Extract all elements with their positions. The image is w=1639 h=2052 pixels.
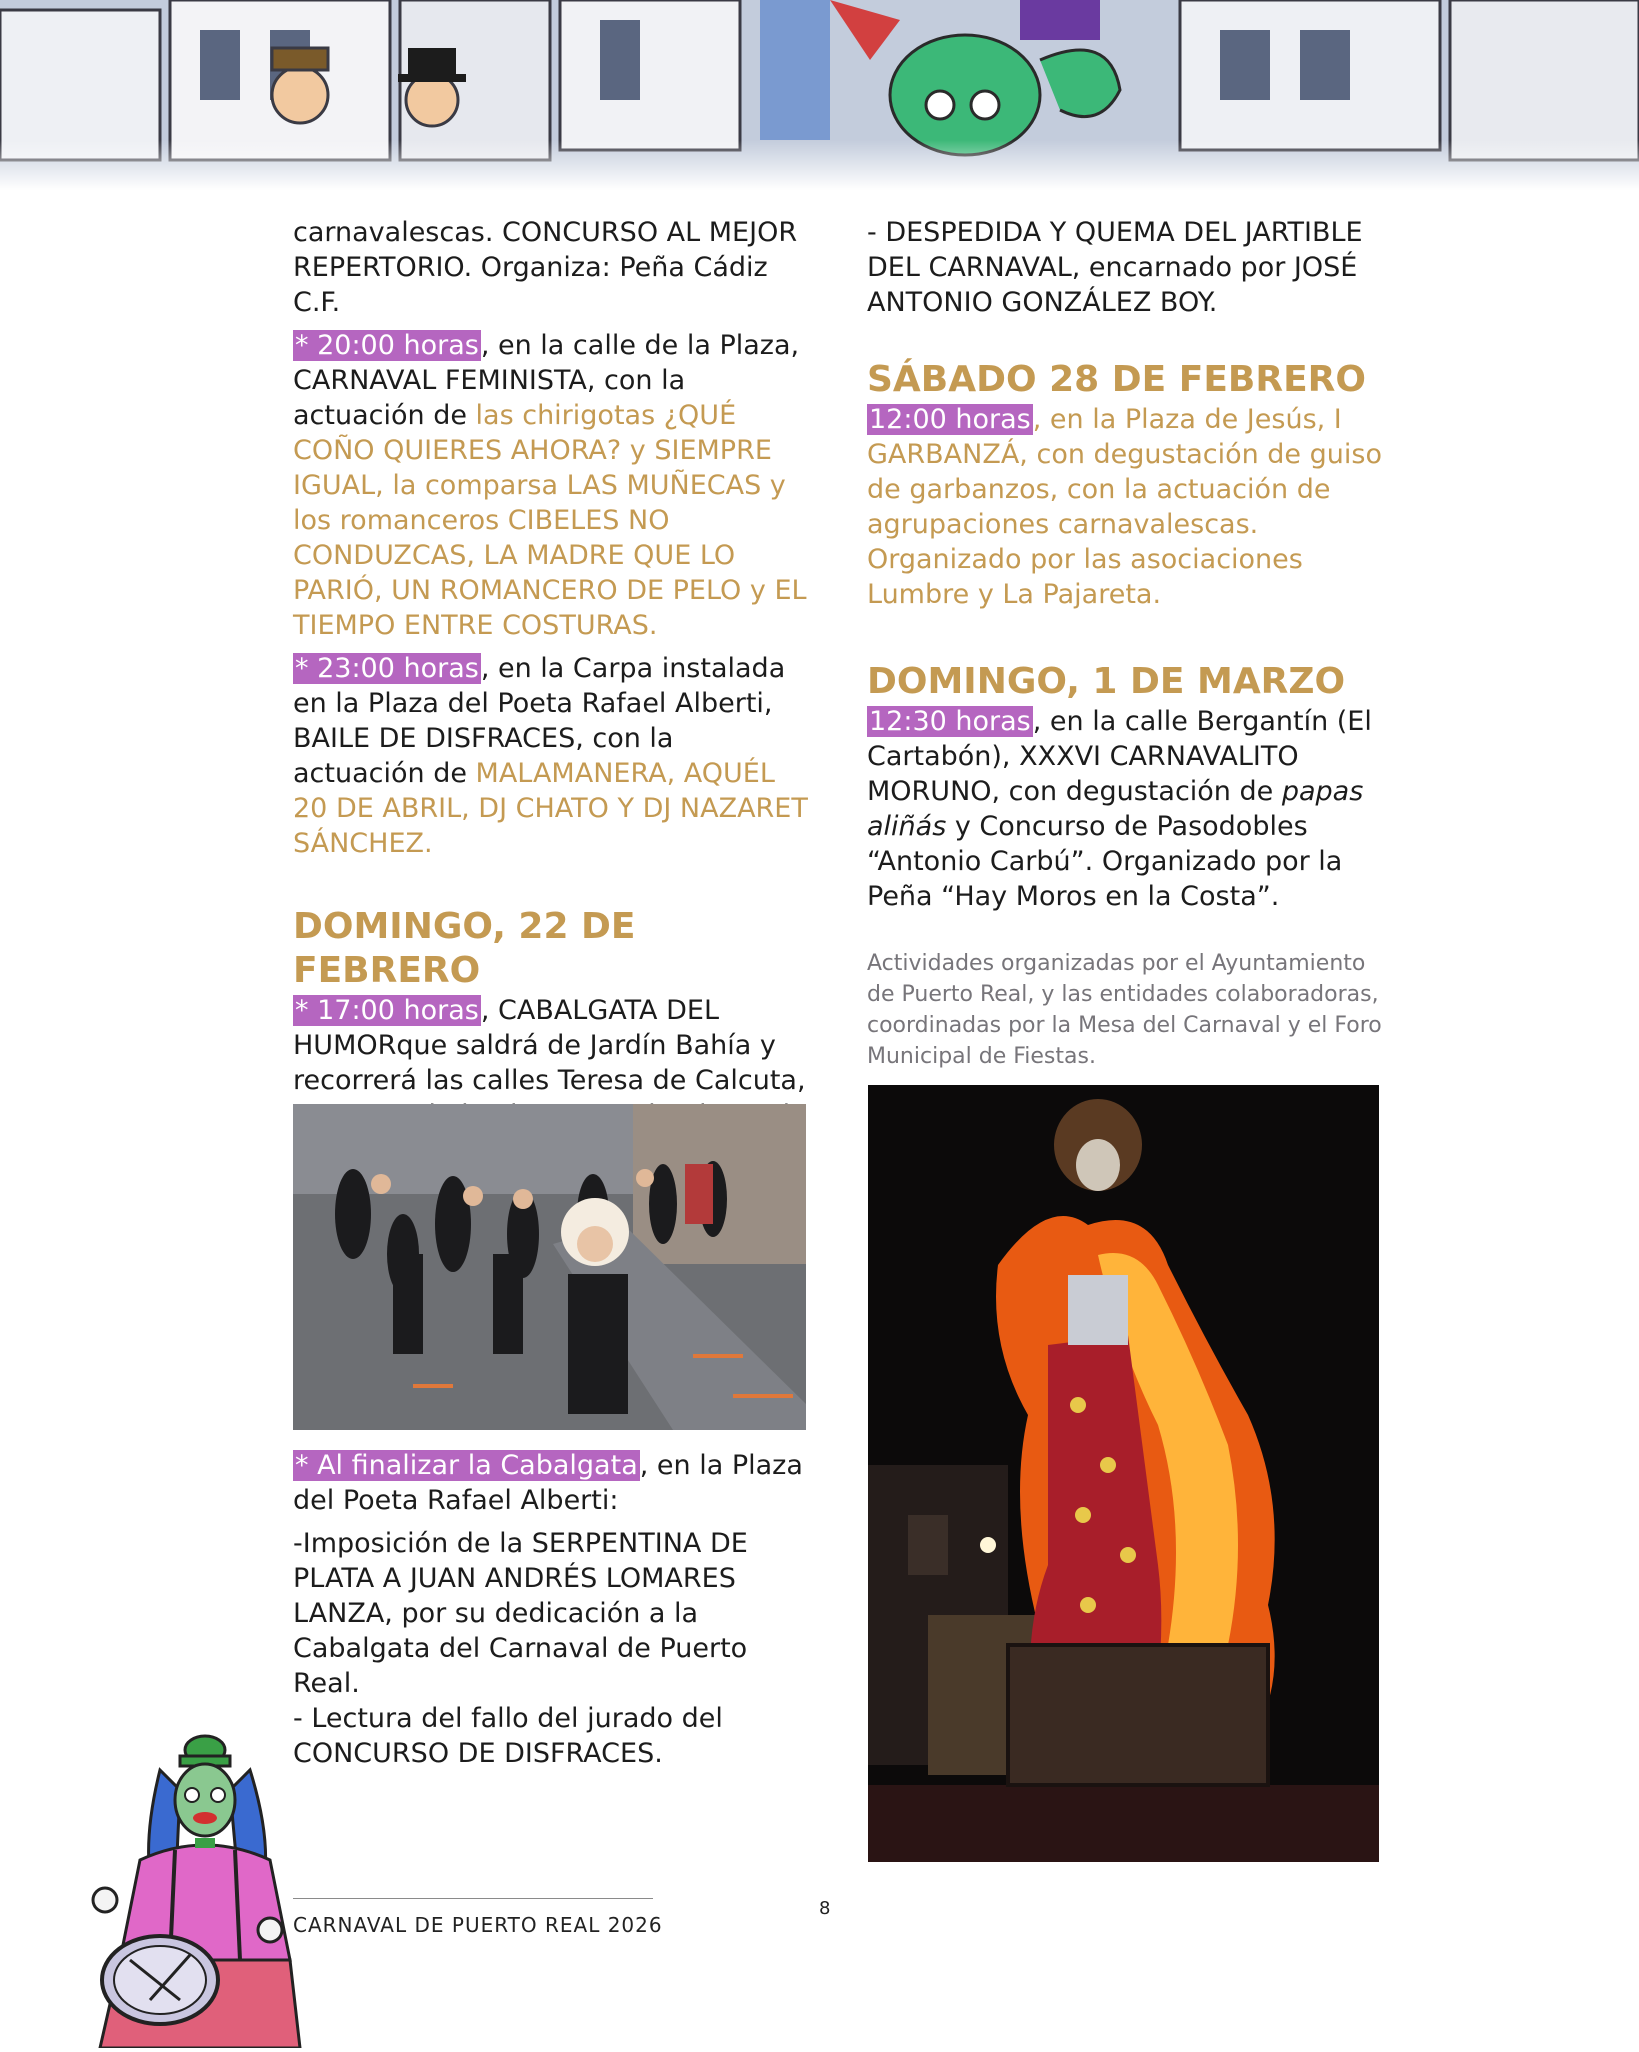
left-column bbox=[293, 215, 813, 1176]
right-column bbox=[867, 215, 1387, 1080]
organizers-note: Actividades organizadas por el Ayuntamiento de Puerto Real, y las entidades colaboradoras, coordinadas por la Mesa del Carnaval y el Foro Municipal de Fiestas. bbox=[867, 951, 1382, 1069]
event-garbanza bbox=[867, 402, 1387, 612]
event-performers: MALAMANERA, AQUÉL 20 DE ABRIL, DJ CHATO Y DJ NAZARET SÁNCHEZ. bbox=[293, 758, 808, 859]
event-after-parade bbox=[293, 1448, 813, 1518]
day-heading-domingo-1: DOMINGO, 1 DE MARZO bbox=[867, 661, 1346, 702]
time-badge: * 23:00 horas bbox=[295, 653, 479, 684]
burning-figure-photo bbox=[868, 1085, 1379, 1862]
clown-drummer-illustration bbox=[80, 1730, 310, 2048]
event-text: y Concurso de Pasodobles “Antonio Carbú”. Organizado por la Peña “Hay Moros en la Costa”. bbox=[867, 811, 1343, 912]
event-text: , en la Carpa instalada en la Plaza del Poeta Rafael Alberti, BAILE DE DISFRACES, con la actuación de bbox=[293, 653, 786, 789]
footer-title: CARNAVAL DE PUERTO REAL 2026 bbox=[293, 1913, 663, 1937]
event-text-italic: papas aliñás bbox=[867, 776, 1364, 842]
time-badge: 12:30 horas bbox=[869, 706, 1031, 737]
event-text: , en la calle de la Plaza, CARNAVAL FEMINISTA, con la actuación de bbox=[293, 330, 800, 431]
left-column-lower bbox=[293, 1448, 813, 1771]
continued-text: carnavalescas. CONCURSO AL MEJOR REPERTORIO. Organiza: Peña Cádiz C.F. bbox=[293, 217, 798, 318]
event-text: , en la Plaza de Jesús, I GARBANZÁ, con degustación de guiso de garbanzos, con la actuación de agrupaciones carnavalescas. Organizado por las asociaciones Lumbre y La Pajareta. bbox=[867, 404, 1382, 610]
time-badge: * 20:00 horas bbox=[295, 330, 479, 361]
event-performers: las chirigotas ¿QUÉ COÑO QUIERES AHORA? y SIEMPRE IGUAL, la comparsa LAS MUÑECAS y los romanceros CIBELES NO CONDUZCAS, LA MADRE QUE LO PARIÓ, UN ROMANCERO DE PELO y EL TIEMPO ENTRE COSTURAS. bbox=[293, 400, 807, 641]
footer-divider bbox=[293, 1898, 653, 1899]
list-item: - Lectura del fallo del jurado del CONCURSO DE DISFRACES. bbox=[293, 1703, 723, 1769]
time-badge: * 17:00 horas bbox=[295, 995, 479, 1026]
event-text: , en la Plaza del Poeta Rafael Alberti: bbox=[293, 1450, 803, 1516]
day-heading-domingo-22: DOMINGO, 22 DE FEBRERO bbox=[293, 906, 636, 991]
event-feminist-carnival bbox=[293, 328, 813, 643]
parade-dancers-photo bbox=[293, 1104, 806, 1430]
event-costume-ball bbox=[293, 651, 813, 861]
header-illustration bbox=[0, 0, 1639, 190]
event-carnavalito bbox=[867, 704, 1387, 914]
page-number: 8 bbox=[819, 1898, 831, 1919]
time-badge: * Al finalizar la Cabalgata bbox=[295, 1450, 638, 1481]
continued-text: - DESPEDIDA Y QUEMA DEL JARTIBLE DEL CARNAVAL, encarnado por JOSÉ ANTONIO GONZÁLEZ BOY. bbox=[867, 217, 1363, 318]
event-text: , CABALGATA DEL HUMORque saldrá de Jardín Bahía y recorrerá las calles Teresa de Calcuta, bbox=[293, 995, 806, 1096]
day-heading-sabado-28: SÁBADO 28 DE FEBRERO bbox=[867, 359, 1367, 400]
event-text: , en la calle Bergantín (El Cartabón), XXXVI CARNAVALITO MORUNO, con degustación de bbox=[867, 706, 1372, 807]
list-item: -Imposición de la SERPENTINA DE PLATA A JUAN ANDRÉS LOMARES LANZA, por su dedicación a la Cabalgata del Carnaval de Puerto Real. bbox=[293, 1528, 748, 1699]
time-badge: 12:00 horas bbox=[869, 404, 1031, 435]
